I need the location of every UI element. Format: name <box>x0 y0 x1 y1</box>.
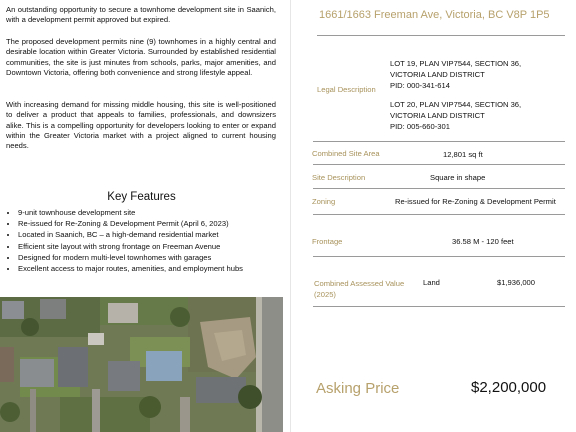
property-address: 1661/1663 Freeman Ave, Victoria, BC V8P 1P5 <box>319 9 550 21</box>
legal-line: PID: 005-660-301 <box>390 122 450 132</box>
asking-price-value: $2,200,000 <box>471 379 547 396</box>
legal-description-label: Legal Description <box>317 85 376 94</box>
divider <box>313 306 565 307</box>
left-column <box>0 0 283 432</box>
intro-paragraph-2: The proposed development permits nine (9) townhomes in a highly central and desirable location within Greater Victoria. Surrounded by established residential communities, the site is just minutes from schools, parks, major amenities, and Downtown Victoria, offering both convenience and strong lifestyle appeal. <box>6 37 276 77</box>
divider <box>313 188 565 189</box>
property-details <box>310 0 576 432</box>
legal-line: LOT 19, PLAN VIP7544, SECTION 36, <box>390 59 522 68</box>
legal-description-lot-19 <box>390 58 521 92</box>
legal-line: PID: 000-341-614 <box>390 81 450 91</box>
key-feature-item: • 9-unit townhouse development site <box>18 207 243 218</box>
site-description-value: Square in shape <box>430 173 486 182</box>
assessed-land-label: Land <box>423 278 440 287</box>
aerial-photo-image <box>0 297 283 432</box>
key-feature-item: • Located in Saanich, BC – a high-demand residential market <box>18 229 243 240</box>
aerial-photo <box>0 297 283 432</box>
assessed-land-value: $1,936,000 <box>497 278 536 287</box>
asking-price-label: Asking Price <box>316 380 400 397</box>
assessed-value-label-line: (2025) <box>314 289 336 299</box>
frontage-label: Frontage <box>312 237 343 246</box>
zoning-value: Re-issued for Re-Zoning & Development Permit <box>395 197 556 206</box>
zoning-label: Zoning <box>312 197 336 206</box>
legal-line: VICTORIA LAND DISTRICT <box>390 111 485 121</box>
key-feature-item: • Efficient site layout with strong frontage on Freeman Avenue <box>18 241 243 252</box>
divider <box>313 141 565 142</box>
intro-paragraph-1: An outstanding opportunity to secure a townhome development site in Saanich, with a development permit approved but expired. <box>6 5 276 25</box>
site-area-value: 12,801 sq ft <box>443 150 483 159</box>
legal-line: LOT 20, PLAN VIP7544, SECTION 36, <box>390 100 522 109</box>
key-features-title: Key Features <box>107 191 176 203</box>
key-features-list <box>6 207 243 274</box>
assessed-value-label-line: Combined Assessed Value <box>314 279 405 288</box>
divider <box>313 256 565 257</box>
key-feature-item: • Excellent access to major routes, amenities, and employment hubs <box>18 263 243 274</box>
divider <box>313 164 565 165</box>
divider <box>317 35 565 36</box>
legal-line: VICTORIA LAND DISTRICT <box>390 70 485 80</box>
intro-paragraph-3: With increasing demand for missing middle housing, this site is well-positioned to deliver a product that appeals to families, professionals, and downsizers alike. This is a compelling opportunity for developers looking to enter or expand within the Greater Victoria market with a project aligned to current housing needs. <box>6 100 276 151</box>
site-area-label: Combined Site Area <box>312 149 380 158</box>
divider <box>313 214 565 215</box>
legal-description-lot-20 <box>390 99 521 133</box>
frontage-value: 36.58 M - 120 feet <box>452 237 514 246</box>
key-feature-item: • Re-issued for Re-Zoning & Development Permit (April 6, 2023) <box>18 218 243 229</box>
assessed-value-label <box>314 279 404 300</box>
column-divider <box>290 0 291 432</box>
key-feature-item: • Designed for modern multi-level townhomes with garages <box>18 252 243 263</box>
site-description-label: Site Description <box>312 173 366 182</box>
